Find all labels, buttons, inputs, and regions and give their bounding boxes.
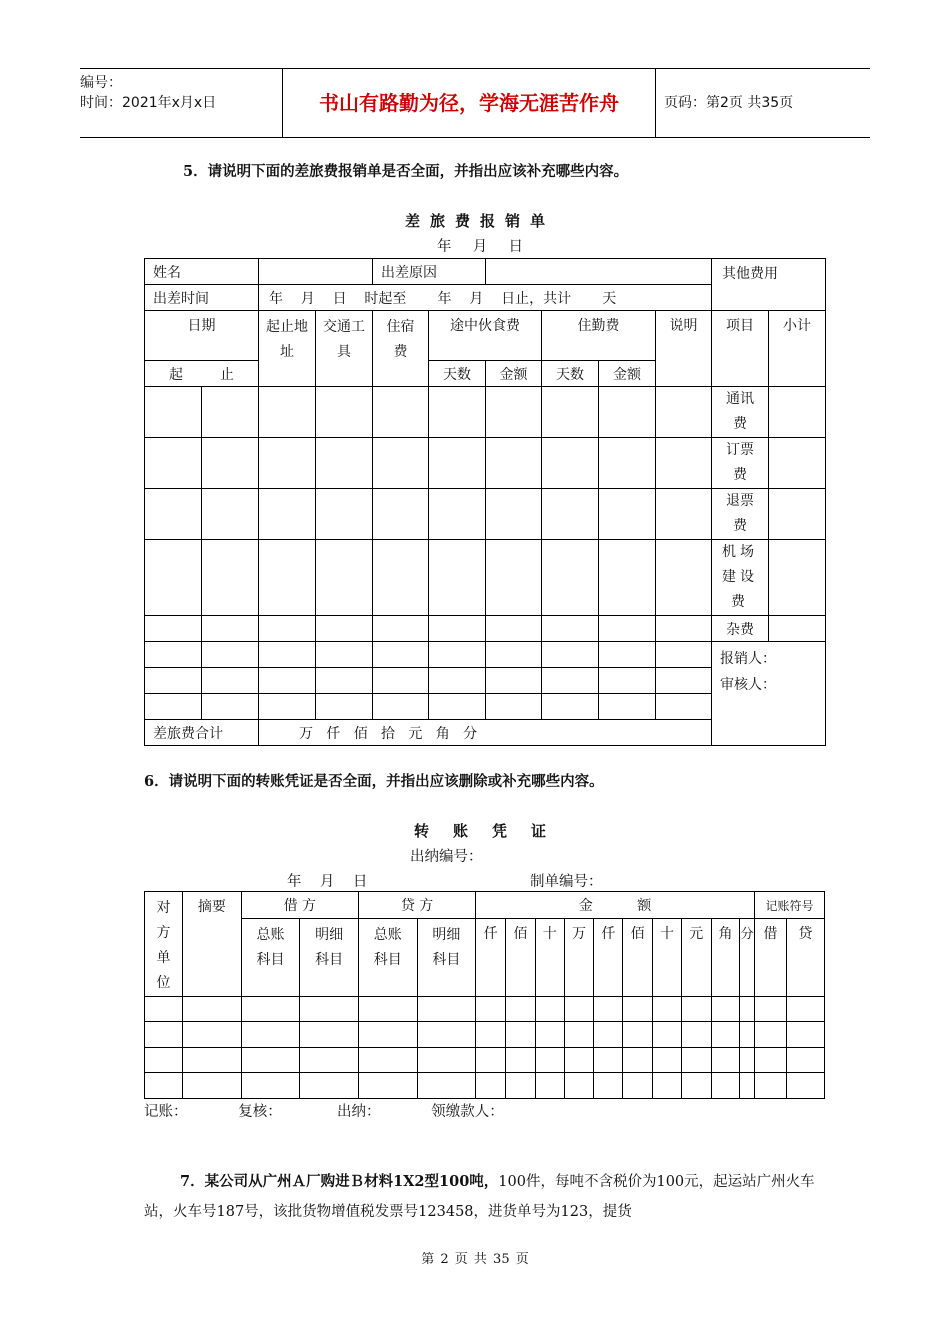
credit-detail-ledger: 明细科目 [417, 919, 476, 997]
question-7 [144, 1167, 825, 1227]
from-to-header [145, 361, 259, 387]
transport-header: 交通工具 [316, 311, 373, 387]
table-row [145, 1073, 825, 1099]
signatures-cell [712, 642, 826, 746]
debit-detail-ledger: 明细科目 [300, 919, 359, 997]
cashier-no-label: 出纳编号： [410, 849, 483, 865]
digit-fen: 分 [740, 919, 754, 997]
digit-qian-2: 仟 [594, 919, 623, 997]
page-header [80, 68, 870, 138]
voucher-no-label: 制单编号： [530, 874, 603, 890]
question-7-bold: 7．某公司从广州Ａ厂购进Ｂ材料1X2型100吨， [180, 1173, 499, 1190]
digit-shi-2: 十 [653, 919, 682, 997]
table-row [145, 540, 826, 616]
credit-general-ledger: 总账科目 [358, 919, 417, 997]
counter-unit-header: 对方单位 [145, 892, 183, 997]
debit-header: 借 方 [241, 892, 358, 919]
voucher-table [144, 891, 825, 1099]
expense-form-title: 差旅费报销单 [404, 212, 555, 230]
code-label: 编号： [80, 75, 122, 91]
stay-amount-header: 金额 [599, 361, 656, 387]
trip-time-text: 年 月 日 时起至 年 月 日止，共计 天 [259, 285, 712, 311]
header-page-info: 页码：第2页 共35页 [664, 95, 794, 111]
subtotal-header: 小计 [769, 311, 826, 387]
book-mark-header: 记账符号 [754, 892, 824, 919]
meal-header: 途中伙食费 [429, 311, 542, 361]
note-header: 说明 [656, 311, 712, 387]
mark-jie: 借 [754, 919, 786, 997]
page-footer: 第 2 页 共 35 页 [421, 1252, 529, 1267]
debit-general-ledger: 总账科目 [241, 919, 300, 997]
question-7-text: 100件，每吨不含税价为100元，起运站广州火车站，火车号187号，该批货物增值税发票号123458，进货单号为123，提货 [144, 1174, 815, 1220]
table-row [145, 616, 826, 642]
digit-wan: 万 [564, 919, 594, 997]
meal-days-header: 天数 [429, 361, 486, 387]
expense-form-table [144, 258, 826, 746]
reason-value [486, 259, 712, 285]
voucher-footer-signatures: 记账： 复核： 出纳： 领缴款人： [144, 1104, 504, 1120]
reimburser-label: 报销人： [720, 651, 776, 667]
voucher-form-title: 转账凭证 [413, 822, 570, 840]
total-label: 差旅费合计 [145, 720, 259, 746]
other-item-communication: 通讯费 [712, 387, 769, 438]
other-fees-label: 其他费用 [712, 259, 826, 311]
digit-shi-1: 十 [535, 919, 564, 997]
stay-days-header: 天数 [542, 361, 599, 387]
other-item-airport: 机场建设费 [712, 540, 769, 616]
name-label: 姓名 [145, 259, 259, 285]
date-col-header: 日期 [145, 311, 259, 361]
digit-qian-1: 仟 [476, 919, 506, 997]
start-addr-header: 起止地址 [259, 311, 316, 387]
name-value [259, 259, 373, 285]
mark-dai: 贷 [786, 919, 824, 997]
trip-time-label: 出差时间 [145, 285, 259, 311]
other-item-booking: 订票费 [712, 438, 769, 489]
expense-form-date: 年 月 日 [437, 239, 523, 255]
table-row [145, 489, 826, 540]
question-6: 6．请说明下面的转账凭证是否全面，并指出应该删除或补充哪些内容。 [144, 773, 604, 790]
table-row [145, 1022, 825, 1048]
voucher-date-line: 年 月 日 [287, 874, 368, 890]
table-row [145, 387, 826, 438]
credit-header: 贷 方 [358, 892, 475, 919]
table-row [145, 438, 826, 489]
header-meta [80, 69, 282, 137]
other-item-refund: 退票费 [712, 489, 769, 540]
amount-header: 金 额 [476, 892, 755, 919]
auditor-label: 审核人： [720, 677, 776, 693]
table-row [145, 997, 825, 1022]
total-units: 万 仟 佰 拾 元 角 分 [259, 720, 712, 746]
to-label: 止 [219, 366, 234, 383]
digit-yuan: 元 [681, 919, 711, 997]
table-row [145, 1048, 825, 1073]
reason-label: 出差原因 [373, 259, 486, 285]
summary-header: 摘要 [183, 892, 242, 997]
lodging-header: 住宿费 [373, 311, 429, 387]
other-item-misc: 杂费 [712, 616, 769, 642]
digit-bai-1: 佰 [506, 919, 536, 997]
meal-amount-header: 金额 [486, 361, 542, 387]
from-label: 起 [169, 366, 184, 383]
stay-header: 住勤费 [542, 311, 656, 361]
item-header: 项目 [712, 311, 769, 387]
digit-jiao: 角 [711, 919, 740, 997]
time-label: 时间：2021年x月x日 [80, 95, 217, 111]
digit-bai-2: 佰 [623, 919, 653, 997]
header-motto: 书山有路勤为径，学海无涯苦作舟 [282, 69, 656, 137]
question-5: 5．请说明下面的差旅费报销单是否全面，并指出应该补充哪些内容。 [183, 163, 629, 180]
table-row [145, 642, 826, 668]
